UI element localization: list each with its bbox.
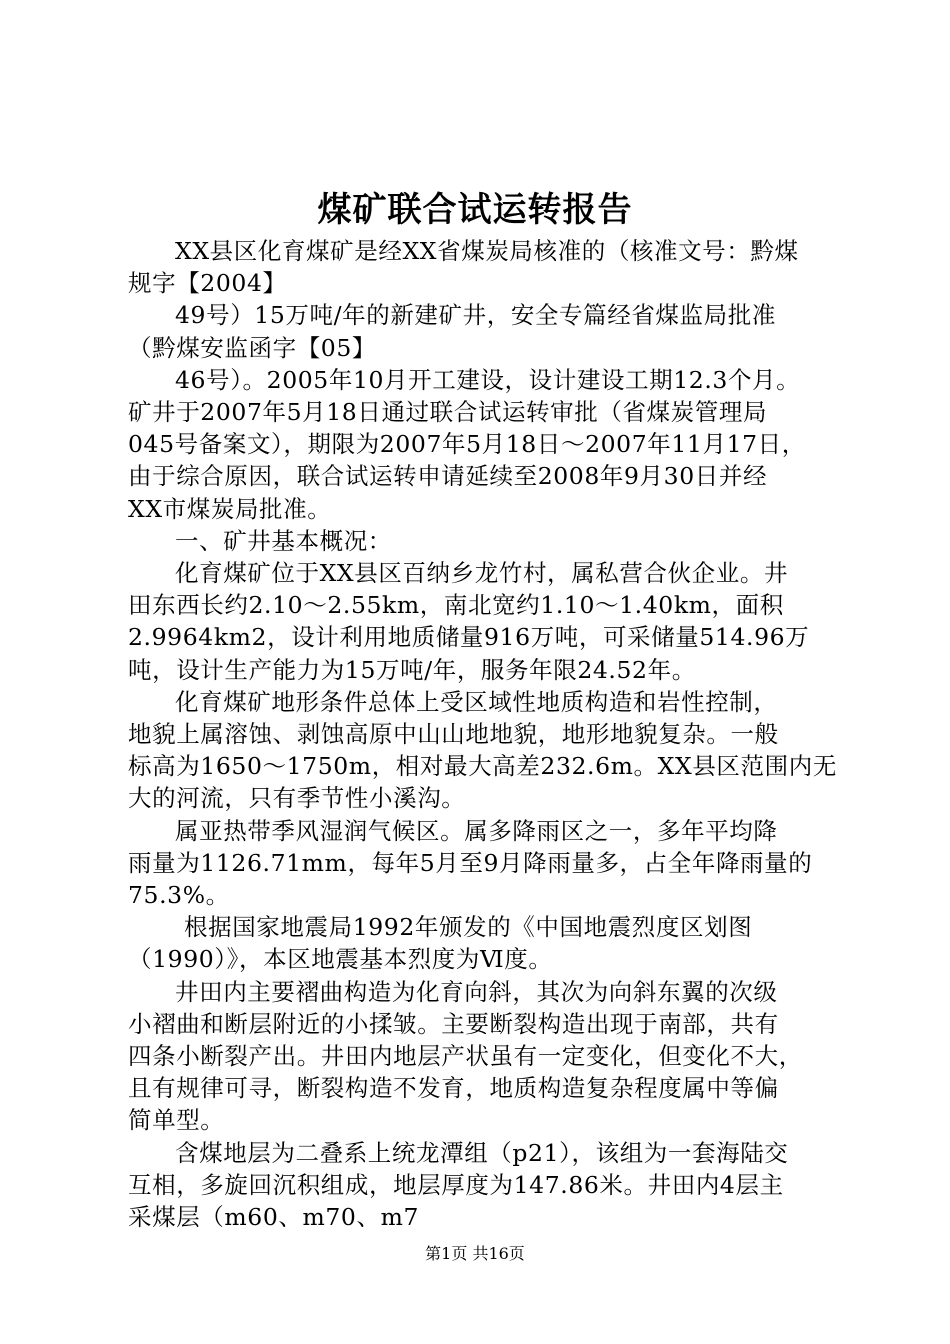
text-line: 由于综合原因，联合试运转申请延续至2008年9月30日并经 xyxy=(128,462,768,491)
text-line: 045号备案文），期限为2007年5月18日～2007年11月17日， xyxy=(128,430,806,459)
text-line: 75.3%。 xyxy=(128,881,230,910)
document-title: 煤矿联合试运转报告 xyxy=(317,190,633,230)
text-line: 化育煤矿地形条件总体上受区域性地质构造和岩性控制， xyxy=(175,687,778,716)
text-line: 大的河流，只有季节性小溪沟。 xyxy=(128,784,466,813)
text-line: XX市煤炭局批准。 xyxy=(128,494,332,523)
text-line: 含煤地层为二叠系上统龙潭组（p21），该组为一套海陆交 xyxy=(175,1138,789,1167)
text-line: 标高为1650～1750m，相对最大高差232.6m。XX县区范围内无 xyxy=(128,752,837,781)
text-line: 简单型。 xyxy=(128,1106,225,1135)
document-body xyxy=(128,235,837,1233)
text-line: 化育煤矿位于XX县区百纳乡龙竹村，属私营合伙企业。井 xyxy=(175,559,789,588)
text-line: 且有规律可寻，断裂构造不发育，地质构造复杂程度属中等偏 xyxy=(128,1074,779,1103)
text-line: 49号）15万吨/年的新建矿井，安全专篇经省煤监局批准 xyxy=(175,301,776,330)
text-line: 地貌上属溶蚀、剥蚀高原中山山地地貌，地形地貌复杂。一般 xyxy=(128,720,779,749)
page-footer: 第1页 共16页 xyxy=(425,1244,525,1263)
text-line: 小褶曲和断层附近的小揉皱。主要断裂构造出现于南部，共有 xyxy=(128,1009,779,1038)
text-line: 矿井于2007年5月18日通过联合试运转审批（省煤炭管理局 xyxy=(128,398,768,427)
text-line: 雨量为1126.71mm，每年5月至9月降雨量多，占全年降雨量的 xyxy=(128,848,813,877)
text-line: 一、矿井基本概况： xyxy=(175,526,392,555)
text-line: 互相，多旋回沉积组成，地层厚度为147.86米。井田内4层主 xyxy=(128,1170,784,1199)
text-line: XX县区化育煤矿是经XX省煤炭局核准的（核准文号：黔煤 xyxy=(175,237,799,265)
text-line: 2.9964km2，设计利用地质储量916万吨，可采储量514.96万 xyxy=(128,623,810,652)
text-line: 规字【2004】 xyxy=(128,269,287,298)
text-line: 采煤层（m60、m70、m7 xyxy=(128,1203,420,1232)
text-line: 吨，设计生产能力为15万吨/年，服务年限24.52年。 xyxy=(128,655,696,684)
text-line: 属亚热带季风湿润气候区。属多降雨区之一，多年平均降 xyxy=(175,816,778,845)
text-line: （黔煤安监函字【05】 xyxy=(128,333,377,362)
text-line: 四条小断裂产出。井田内地层产状虽有一定变化，但变化不大， xyxy=(128,1042,803,1071)
text-line: 46号）。2005年10月开工建设，设计建设工期12.3个月。 xyxy=(175,365,801,394)
text-line: 根据国家地震局1992年颁发的《中国地震烈度区划图 xyxy=(184,913,753,942)
text-line: 井田内主要褶曲构造为化育向斜，其次为向斜东翼的次级 xyxy=(175,977,778,1006)
text-line: （1990）》，本区地震基本烈度为Ⅵ度。 xyxy=(128,945,553,974)
text-line: 田东西长约2.10～2.55km，南北宽约1.10～1.40km，面积 xyxy=(128,591,784,620)
